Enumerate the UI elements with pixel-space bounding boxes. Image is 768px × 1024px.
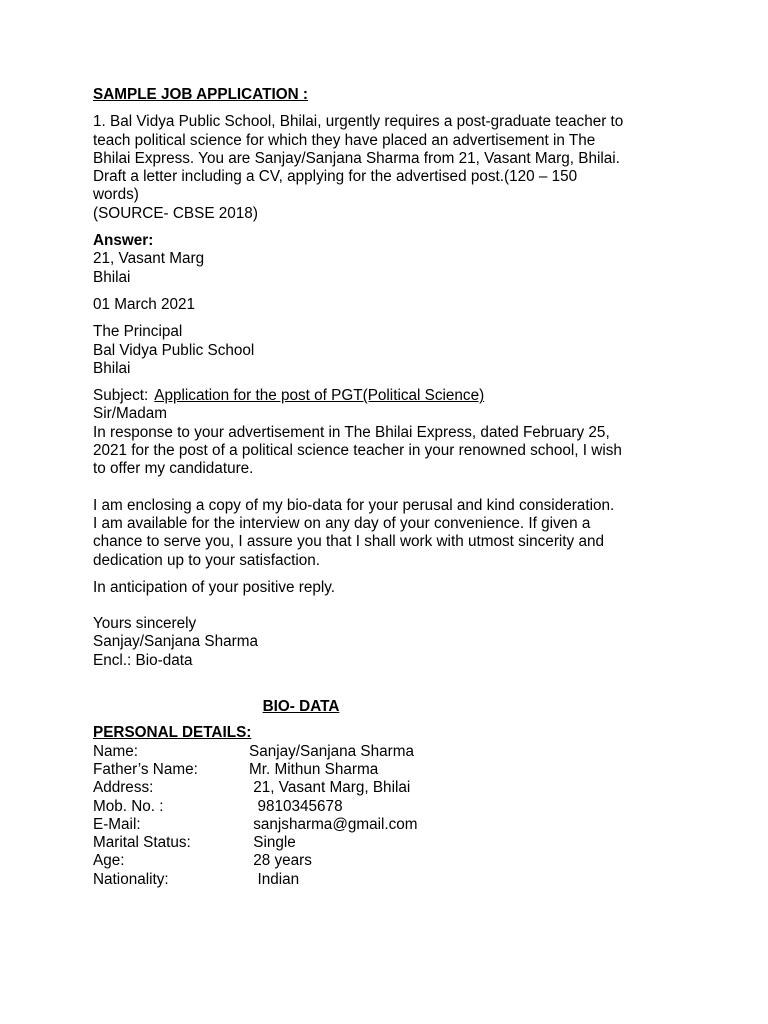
detail-row: [93, 798, 693, 816]
closing-line: Yours sincerely: [93, 615, 197, 633]
subject-line: [93, 387, 693, 405]
detail-value: 9810345678: [249, 797, 343, 815]
document-page: [93, 86, 693, 889]
subject-text: Application for the post of PGT(Political Science): [154, 387, 485, 405]
question-source: (SOURCE- CBSE 2018): [93, 204, 258, 222]
sender-address-line: 21, Vasant Marg: [93, 250, 205, 268]
detail-label: Mob. No. :: [93, 797, 164, 815]
enclosure-line: Encl.: Bio-data: [93, 651, 193, 669]
detail-value: 28 years: [249, 852, 312, 870]
body-line: I am available for the interview on any day of your convenience. If given a: [93, 514, 591, 532]
question-block: [93, 113, 693, 223]
letter-date: [93, 296, 693, 314]
body-line: chance to serve you, I assure you that I shall work with utmost sincerity and: [93, 533, 604, 551]
bio-data-title: BIO- DATA: [262, 698, 340, 716]
recipient-line: The Principal: [93, 323, 183, 341]
letter-body-1: [93, 405, 693, 478]
detail-label: Father’s Name:: [93, 760, 198, 778]
detail-label: E-Mail:: [93, 815, 141, 833]
body-line: to offer my candidature.: [93, 460, 254, 478]
recipient-address: [93, 323, 693, 378]
detail-row: [93, 852, 693, 870]
letter-body-2: [93, 497, 693, 570]
detail-row: [93, 834, 693, 852]
detail-value: Single: [249, 834, 296, 852]
question-line: Bhilai Express. You are Sanjay/Sanjana Sharma from 21, Vasant Marg, Bhilai.: [93, 149, 620, 167]
body-line: I am enclosing a copy of my bio-data for your perusal and kind consideration.: [93, 496, 615, 514]
question-line: words): [93, 186, 139, 204]
detail-row: [93, 871, 693, 889]
answer-label: Answer:: [93, 232, 154, 250]
signature-name: Sanjay/Sanjana Sharma: [93, 633, 258, 651]
detail-value: Indian: [249, 870, 300, 888]
personal-details-title: PERSONAL DETAILS:: [93, 724, 252, 742]
personal-details-table: [93, 743, 693, 889]
detail-row: [93, 743, 693, 761]
recipient-line: Bhilai: [93, 359, 131, 377]
anticipation-line: In anticipation of your positive reply.: [93, 578, 336, 596]
detail-value: 21, Vasant Marg, Bhilai: [249, 779, 411, 797]
detail-row: [93, 816, 693, 834]
body-line: dedication up to your satisfaction.: [93, 551, 321, 569]
body-line: 2021 for the post of a political science teacher in your renowned school, I wish: [93, 442, 622, 460]
detail-value: sanjsharma@gmail.com: [249, 815, 418, 833]
detail-label: Marital Status:: [93, 834, 191, 852]
subject-label: Subject:: [93, 387, 149, 405]
detail-value: Mr. Mithun Sharma: [249, 760, 379, 778]
date-text: 01 March 2021: [93, 295, 196, 313]
detail-value: Sanjay/Sanjana Sharma: [249, 742, 414, 760]
detail-row: [93, 761, 693, 779]
salutation: Sir/Madam: [93, 405, 167, 423]
detail-label: Address:: [93, 779, 154, 797]
detail-row: [93, 779, 693, 797]
question-line: Draft a letter including a CV, applying for the advertised post.(120 – 150: [93, 168, 578, 186]
sender-address-line: Bhilai: [93, 268, 131, 286]
detail-label: Name:: [93, 742, 139, 760]
sender-address: [93, 232, 693, 287]
question-line: teach political science for which they have placed an advertisement in The: [93, 131, 596, 149]
body-line: In response to your advertisement in The Bhilai Express, dated February 25,: [93, 423, 610, 441]
letter-closing: [93, 615, 693, 670]
detail-label: Age:: [93, 852, 125, 870]
detail-label: Nationality:: [93, 870, 169, 888]
recipient-line: Bal Vidya Public School: [93, 341, 255, 359]
question-line: 1. Bal Vidya Public School, Bhilai, urgently requires a post-graduate teacher to: [93, 113, 624, 131]
document-heading: SAMPLE JOB APPLICATION :: [93, 86, 309, 103]
